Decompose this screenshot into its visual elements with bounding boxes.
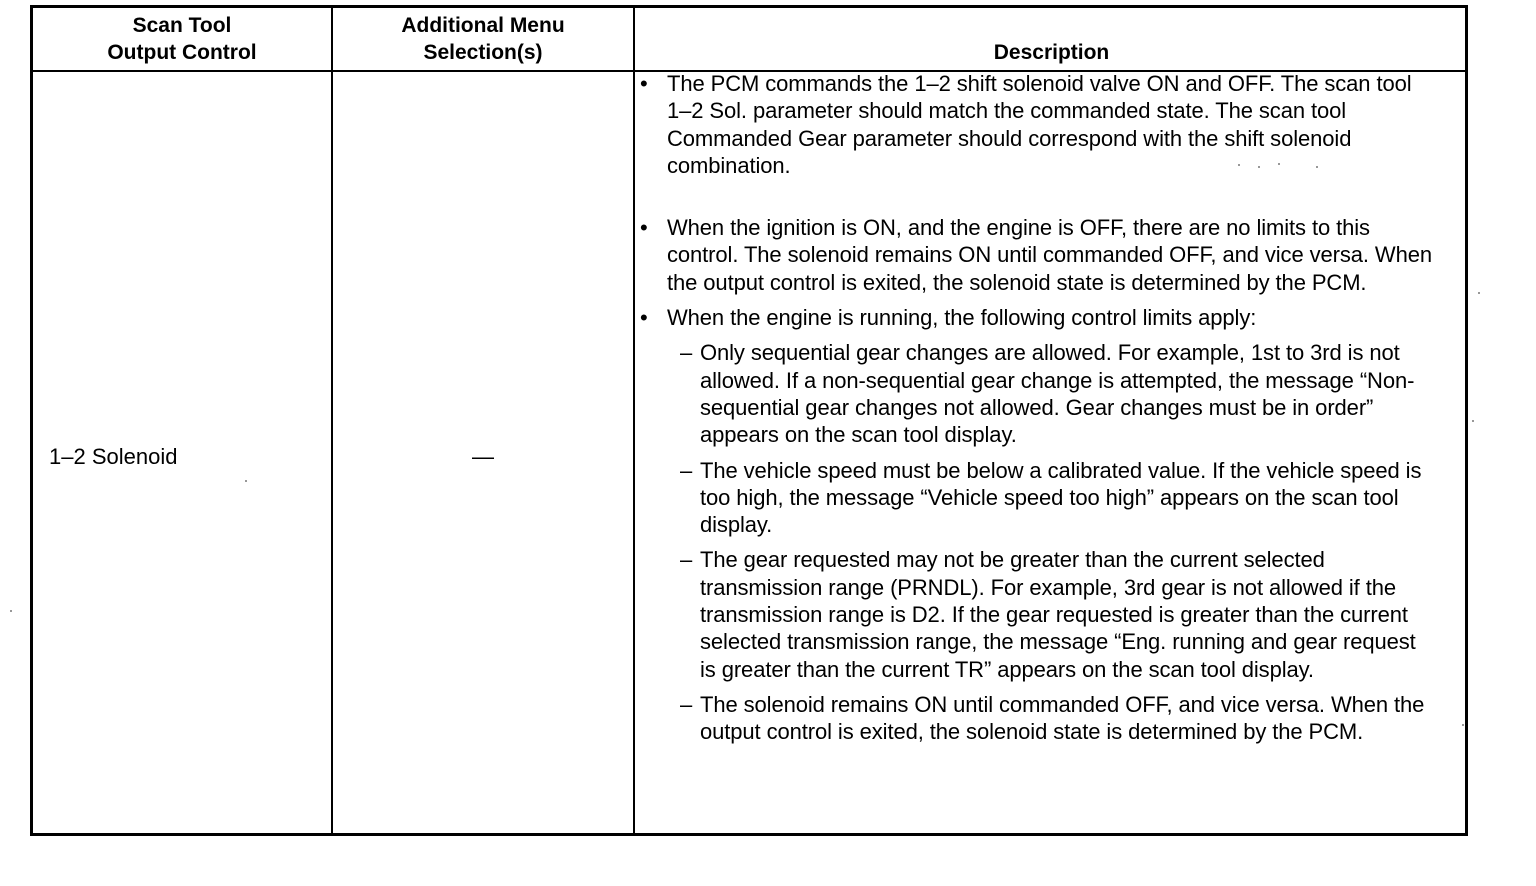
description-bullet xyxy=(640,214,1432,296)
dash-marker: – xyxy=(680,691,693,717)
header-output-control-line: Scan Tool xyxy=(132,14,232,37)
dash-marker: – xyxy=(680,547,693,573)
column-divider xyxy=(331,8,333,833)
scan-speck xyxy=(1238,164,1240,166)
scan-speck xyxy=(1462,724,1464,726)
bullet-text: When the engine is running, the following control limits apply: xyxy=(667,305,1257,331)
cell-output-control: 1–2 Solenoid xyxy=(49,444,178,469)
bullet-marker: • xyxy=(640,305,648,331)
scan-speck xyxy=(1278,163,1280,165)
subitem-text: Only sequential gear changes are allowed. For example, 1st to 3rd is not allowed. If a non-sequential gear change is attempted, the message “Non-sequential gear changes not allowed. Gear changes must be in order” appears on the scan tool display. xyxy=(700,340,1415,448)
header-output-control xyxy=(33,8,331,70)
bullet-marker: • xyxy=(640,215,648,241)
subitem-text: The vehicle speed must be below a calibrated value. If the vehicle speed is too high, the message “Vehicle speed too high” appears on the scan tool display. xyxy=(700,457,1422,538)
scan-speck xyxy=(10,610,12,612)
header-menu-selection xyxy=(333,8,633,70)
scan-speck xyxy=(1316,166,1318,168)
description-subitem xyxy=(640,457,1432,539)
description-subitem xyxy=(640,339,1432,448)
column-divider xyxy=(633,8,635,833)
subitem-text: The solenoid remains ON until commanded OFF, and vice versa. When the output control is exited, the solenoid state is determined by the PCM. xyxy=(700,691,1425,745)
header-description: Description xyxy=(993,41,1110,64)
bullet-text: The PCM commands the 1–2 shift solenoid valve ON and OFF. The scan tool 1–2 Sol. parameter should match the commanded state. The scan tool Commanded Gear parameter should correspond with the shift solenoid combination. xyxy=(667,71,1412,178)
description-subitem xyxy=(640,546,1432,682)
header-menu-selection-line: Additional Menu xyxy=(401,14,565,37)
bullet-text: When the ignition is ON, and the engine is OFF, there are no limits to this control. The solenoid remains ON until commanded OFF, and vice versa. When the output control is exited, the solenoid state is determined by the PCM. xyxy=(667,215,1432,295)
scan-speck xyxy=(1478,292,1480,294)
dash-marker: – xyxy=(680,340,693,366)
bullet-marker: • xyxy=(640,71,648,96)
scan-speck xyxy=(1472,420,1474,422)
scan-speck xyxy=(245,480,247,482)
cell-menu-selection: — xyxy=(472,444,494,469)
header-output-control-line: Output Control xyxy=(107,41,257,64)
description-subitem xyxy=(640,691,1432,746)
subitem-text: The gear requested may not be greater than the current selected transmission range (PRNDL). For example, 3rd gear is not allowed if the transmission range is D2. If the gear requested is greater than the current selected transmission range, the message “Eng. running and gear request is greater than the current TR” appears on the scan tool display. xyxy=(700,547,1416,682)
dash-marker: – xyxy=(680,457,693,483)
cell-description xyxy=(640,70,1432,754)
description-bullet xyxy=(640,70,1432,179)
header-menu-selection-line: Selection(s) xyxy=(423,41,543,64)
scan-speck xyxy=(1258,166,1260,168)
description-bullet xyxy=(640,304,1432,331)
